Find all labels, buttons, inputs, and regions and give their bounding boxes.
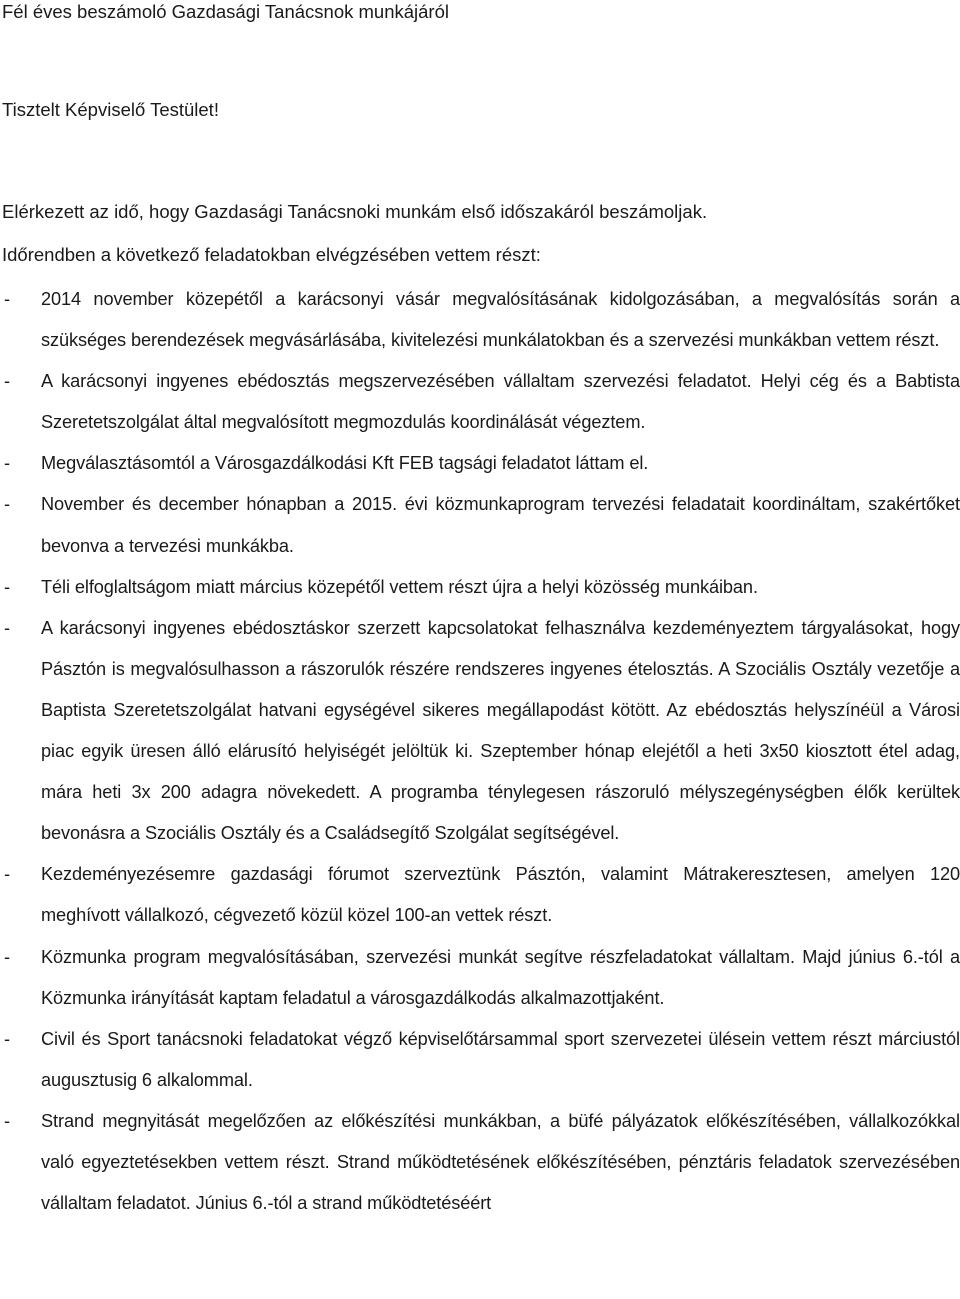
list-item-text: Téli elfoglaltságom miatt március közepétől vettem részt újra a helyi közösség munkáiban.	[41, 576, 758, 597]
list-item-text: November és december hónapban a 2015. évi közmunkaprogram tervezési feladatait koordináltam, szakértőket bevonva a tervezési munkákba.	[41, 494, 960, 556]
list-item	[0, 443, 960, 484]
document-title: Fél éves beszámoló Gazdasági Tanácsnok munkájáról	[2, 1, 449, 22]
list-item-text: Megválasztásomtól a Városgazdálkodási Kft FEB tagsági feladatot láttam el.	[41, 453, 649, 474]
salutation: Tisztelt Képviselő Testület!	[2, 99, 219, 120]
list-item	[0, 567, 960, 608]
list-item	[0, 937, 960, 1019]
bullet-dash: -	[4, 1028, 10, 1049]
intro-line: Időrendben a következő feladatokban elvégzésében vettem részt:	[2, 244, 541, 265]
list-item-text: 2014 november közepétől a karácsonyi vásár megvalósításának kidolgozásában, a megvalósítás során a szükséges berendezések megvásárlásába, kivitelezési munkálatokban és a szervezési munkákban vettem részt.	[41, 289, 960, 351]
list-item	[0, 1101, 960, 1224]
list-item	[0, 608, 960, 855]
bullet-dash: -	[4, 946, 10, 967]
bullet-dash: -	[4, 617, 10, 638]
bullet-dash: -	[4, 1110, 10, 1131]
bullet-dash: -	[4, 371, 10, 392]
list-item	[0, 854, 960, 936]
list-item	[0, 484, 960, 566]
list-item	[0, 1019, 960, 1101]
list-item-text: Civil és Sport tanácsnoki feladatokat végző képviselőtársammal sport szervezetei ülésein vettem részt márciustól augusztusig 6 alkalommal.	[41, 1028, 960, 1090]
bullet-dash: -	[4, 576, 10, 597]
task-list	[0, 279, 960, 1224]
bullet-dash: -	[4, 494, 10, 515]
bullet-dash: -	[4, 453, 10, 474]
list-item	[0, 279, 960, 361]
bullet-dash: -	[4, 864, 10, 885]
bullet-dash: -	[4, 289, 10, 309]
list-item-text: Közmunka program megvalósításában, szervezési munkát segítve részfeladatokat vállaltam. Majd június 6.-tól a Közmunka irányítását kaptam feladatul a városgazdálkodás alkalmazottjaként.	[41, 946, 960, 1008]
intro-line: Elérkezett az idő, hogy Gazdasági Tanácsnoki munkám első időszakáról beszámoljak.	[2, 201, 708, 222]
list-item-text: Kezdeményezésemre gazdasági fórumot szerveztünk Pásztón, valamint Mátrakeresztesen, amelyen 120 meghívott vállalkozó, cégvezető közül közel 100-an vettek részt.	[41, 864, 960, 926]
list-item	[0, 361, 960, 443]
list-item-text: A karácsonyi ingyenes ebédosztáskor szerzett kapcsolatokat felhasználva kezdeményeztem tárgyalásokat, hogy Pásztón is megvalósulhasson a rászorulók részére rendszeres ingyenes ételosztás. A Szociális Osztály vezetője a Baptista Szeretetszolgálat hatvani egységével sikeres megállapodást kötött. Az ebédosztás helyszínéül a Városi piac egyik üresen álló elárusító helyiségét jelöltük ki. Szeptember hónap elejétől a heti 3x50 kiosztott étel adag, mára heti 3x 200 adagra növekedett. A programba ténylegesen rászoruló mélyszegénységben élők kerültek bevonásra a Szociális Osztály és a Családsegítő Szolgálat segítségével.	[41, 617, 960, 844]
list-item-text: Strand megnyitását megelőzően az előkészítési munkákban, a büfé pályázatok előkészítésében, vállalkozókkal való egyeztetésekben vettem részt. Strand működtetésének előkészítésében, pénztáris feladatok szervezésében vállaltam feladatot. Június 6.-tól a strand működtetéséért	[41, 1110, 960, 1214]
list-item-text: A karácsonyi ingyenes ebédosztás megszervezésében vállaltam szervezési feladatot. Helyi cég és a Babtista Szeretetszolgálat által megvalósított megmozdulás koordinálását végeztem.	[41, 371, 960, 433]
